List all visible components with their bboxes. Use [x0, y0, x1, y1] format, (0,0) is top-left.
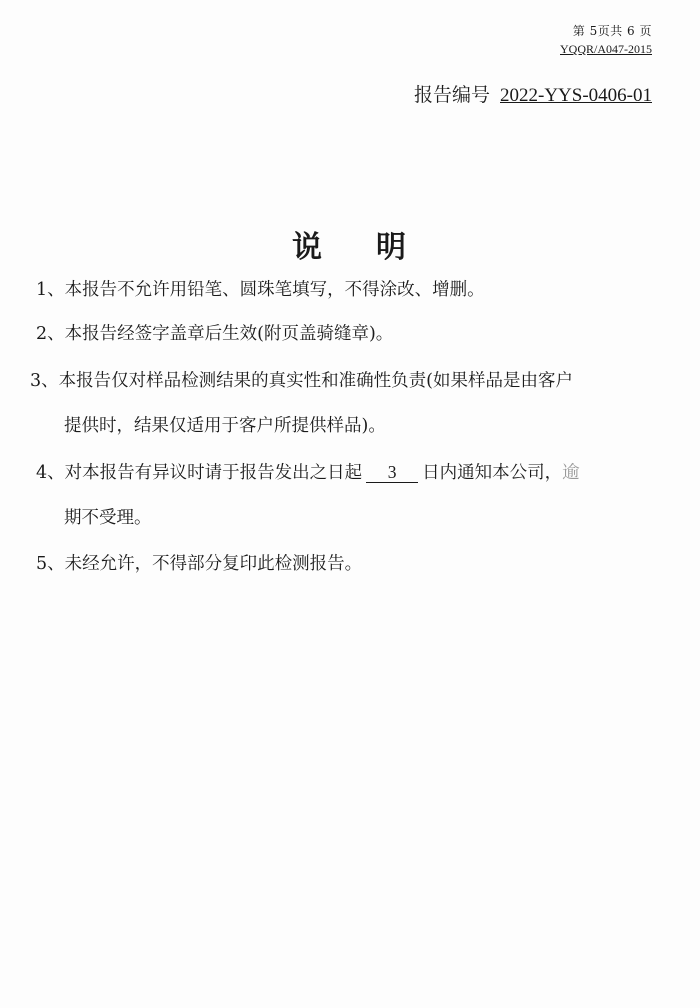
page-title	[0, 222, 700, 266]
note-item-3-continuation: 提供时，结果仅适用于客户所提供样品)。	[64, 416, 386, 436]
note-item-1: 1、本报告不允许用铅笔、圆珠笔填写，不得涂改、增删。	[36, 280, 485, 300]
title-char-1: 说	[292, 230, 324, 265]
report-number-label: 报告编号	[413, 84, 490, 106]
note-item-4-faint-char: 逾	[562, 463, 580, 483]
page-number: 第 5页共 6 页	[572, 24, 652, 38]
note-item-4	[36, 463, 580, 483]
note-item-3: 3、本报告仅对样品检测结果的真实性和准确性负责(如果样品是由客户	[30, 371, 573, 391]
form-code: YQQR/A047-2015	[560, 42, 652, 56]
title-char-2: 明	[376, 230, 408, 265]
note-item-4-text-before: 4、对本报告有异议时请于报告发出之日起	[36, 463, 363, 483]
note-item-4-days: 3	[366, 463, 418, 483]
note-item-4-text-after: 日内通知本公司，	[422, 463, 563, 483]
note-item-4-continuation: 期不受理。	[64, 508, 152, 528]
note-item-2: 2、本报告经签字盖章后生效(附页盖骑缝章)。	[36, 324, 394, 344]
note-item-5: 5、未经允许，不得部分复印此检测报告。	[36, 554, 363, 574]
report-number	[414, 80, 652, 107]
report-number-value: 2022-YYS-0406-01	[500, 85, 652, 106]
